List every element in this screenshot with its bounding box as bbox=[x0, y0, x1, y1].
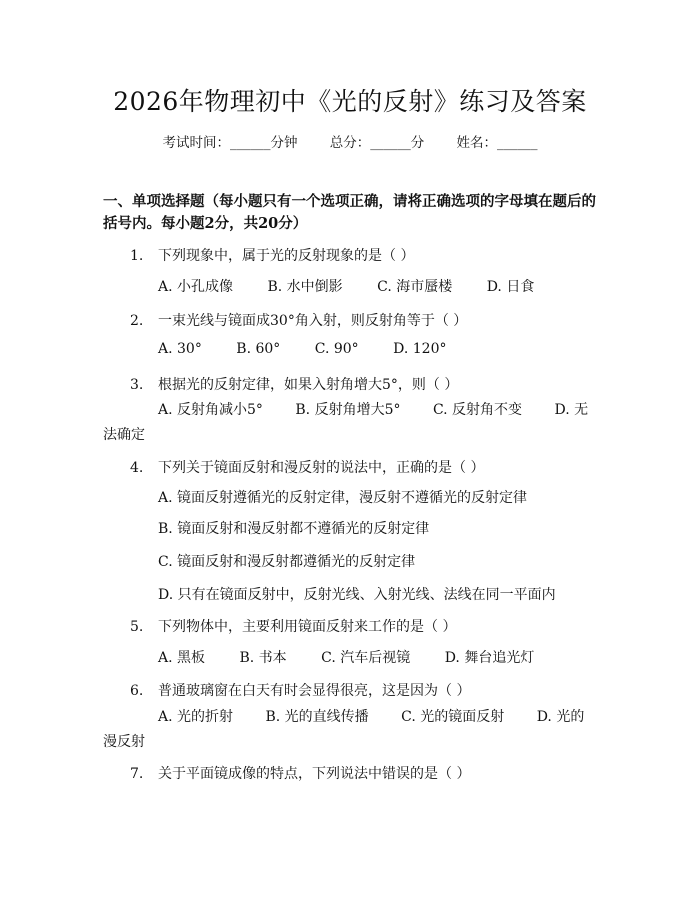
option-a: A. 小孔成像 bbox=[158, 279, 234, 295]
option-c: C. 90° bbox=[314, 341, 359, 357]
option-d: D. 120° bbox=[393, 341, 447, 357]
option-b: B. 镜面反射和漫反射都不遵循光的反射定律 bbox=[158, 521, 430, 537]
option-a: A. 反射角减小5° bbox=[158, 402, 263, 418]
question-text: 下列关于镜面反射和漫反射的说法中，正确的是（ ） bbox=[158, 460, 485, 476]
option-a: A. 镜面反射遵循光的反射定律，漫反射不遵循光的反射定律 bbox=[158, 490, 528, 506]
student-name-field: 姓名：______ bbox=[456, 135, 538, 151]
option-d: D. 无法确定 bbox=[103, 402, 589, 443]
question-text: 普通玻璃窗在白天有时会显得很亮，这是因为（ ） bbox=[158, 683, 471, 699]
question-text: 关于平面镜成像的特点，下列说法中错误的是（ ） bbox=[158, 766, 471, 782]
question-number: 3. bbox=[130, 377, 144, 393]
question-1 bbox=[130, 245, 414, 265]
question-number: 1. bbox=[130, 248, 144, 264]
option-b: B. 书本 bbox=[239, 650, 287, 666]
option-b: B. 光的直线传播 bbox=[265, 709, 369, 725]
option-a: A. 30° bbox=[158, 341, 202, 357]
question-5 bbox=[130, 616, 456, 636]
question-number: 4. bbox=[130, 460, 144, 476]
question-text: 下列物体中，主要利用镜面反射来工作的是（ ） bbox=[158, 619, 457, 635]
question-5-options bbox=[158, 647, 564, 667]
question-6 bbox=[130, 680, 470, 700]
option-b: B. 60° bbox=[236, 341, 281, 357]
question-2 bbox=[130, 310, 467, 330]
option-c: C. 汽车后视镜 bbox=[321, 650, 411, 666]
option-d: D. 只有在镜面反射中，反射光线、入射光线、法线在同一平面内 bbox=[158, 587, 556, 603]
option-d: D. 舞台追光灯 bbox=[444, 650, 535, 666]
exam-meta bbox=[0, 131, 700, 151]
question-text: 根据光的反射定律，如果入射角增大5°，则（ ） bbox=[158, 377, 459, 393]
question-number: 6. bbox=[130, 683, 144, 699]
option-c: C. 光的镜面反射 bbox=[401, 709, 505, 725]
option-d: D. 日食 bbox=[486, 279, 535, 295]
question-3 bbox=[130, 374, 458, 394]
option-b: B. 水中倒影 bbox=[267, 279, 343, 295]
question-number: 7. bbox=[130, 766, 144, 782]
option-c: C. 镜面反射和漫反射都遵循光的反射定律 bbox=[158, 554, 416, 570]
exam-time-field: 考试时间：______分钟 bbox=[162, 135, 298, 151]
option-a: A. 光的折射 bbox=[158, 709, 234, 725]
option-b: B. 反射角增大5° bbox=[295, 402, 401, 418]
option-c: C. 反射角不变 bbox=[432, 402, 523, 418]
question-text: 下列现象中，属于光的反射现象的是（ ） bbox=[158, 248, 415, 264]
question-6-options bbox=[103, 705, 593, 755]
question-3-options bbox=[103, 398, 593, 448]
question-2-options bbox=[158, 341, 477, 357]
question-4 bbox=[130, 457, 484, 477]
question-number: 5. bbox=[130, 619, 144, 635]
question-1-options bbox=[158, 276, 564, 296]
option-a: A. 黑板 bbox=[158, 650, 206, 666]
option-c: C. 海市蜃楼 bbox=[377, 279, 453, 295]
page-title: 2026年物理初中《光的反射》练习及答案 bbox=[113, 87, 587, 116]
question-7 bbox=[130, 763, 470, 783]
question-number: 2. bbox=[130, 313, 144, 329]
question-text: 一束光线与镜面成30°角入射，则反射角等于（ ） bbox=[158, 313, 468, 329]
section-heading: 一、单项选择题（每小题只有一个选项正确，请将正确选项的字母填在题后的括号内。每小题2分，共20分） bbox=[103, 193, 596, 232]
total-score-field: 总分：______分 bbox=[329, 135, 425, 151]
option-d: D. 光的漫反射 bbox=[103, 709, 585, 750]
